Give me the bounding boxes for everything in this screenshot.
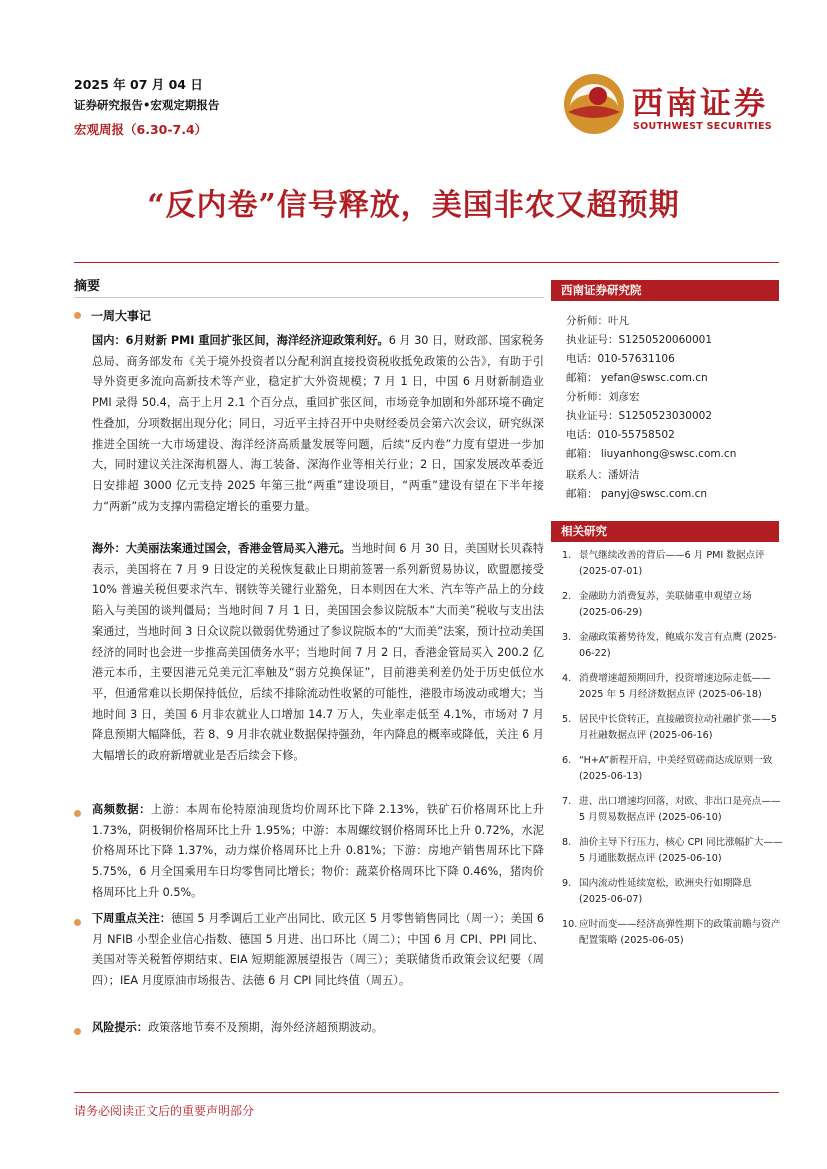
list-item[interactable]: 1. 景气继续改善的背后——6 月 PMI 数据点评 (2025-07-01)	[562, 550, 765, 577]
analyst-cert: 执业证号：S1250520060001	[566, 334, 713, 346]
domestic-lead: 国内：6月财新 PMI 重回扩张区间，海洋经济迎政策利好。	[92, 334, 389, 347]
analyst-card	[566, 312, 781, 388]
contact-email[interactable]: 邮箱： panyj@swsc.com.cn	[566, 488, 708, 500]
related-research-header: 相关研究	[551, 521, 779, 542]
abstract-label: 摘要	[74, 279, 101, 294]
high-frequency-body: 上游：本周布伦特原油现货均价周环比下降 2.13%，铁矿石价格周环比上升 1.73%，阴极铜价格周环比上升 1.95%；中游：本周螺纹钢价格周环比上升 0.72%，水泥价格周环比下降 1.37%，动力煤价格周环比上升 0.81%；下游：房地产销售周环比下降 5.75%，6 月全国乘用车日均零售同比增长；物价：蔬菜价格周环比下降 0.46%，猪肉价格周环比上升 0.5%。	[92, 803, 544, 899]
analyst-cert: 执业证号：S1250523030002	[566, 410, 713, 422]
related-research-list	[562, 548, 784, 958]
footer-divider	[74, 1092, 779, 1093]
risk-paragraph	[92, 1018, 544, 1039]
risk-body: 政策落地节奏不及预期，海外经济超预期波动。	[147, 1021, 383, 1034]
report-date: 2025 年 07 月 04 日	[74, 77, 203, 92]
analyst-email[interactable]: 邮箱： liuyanhong@swsc.com.cn	[566, 448, 737, 460]
overseas-lead: 海外：大美丽法案通过国会，香港金管局买入港元。	[92, 542, 351, 555]
list-item[interactable]: 10. 应时而变——经济高弹性期下的政策前瞻与资产配置策略 (2025-06-05)	[562, 919, 781, 946]
next-week-paragraph	[92, 909, 544, 992]
next-week-lead: 下周重点关注：	[92, 912, 172, 925]
list-item[interactable]: 3. 金融政策蓄势待发，鲍威尔发言有点鹰 (2025-06-22)	[562, 632, 777, 659]
page-title: “反内卷”信号释放，美国非农又超预期	[147, 188, 680, 223]
list-item[interactable]: 9. 国内流动性延续宽松，欧洲央行如期降息 (2025-06-07)	[562, 878, 752, 905]
report-subtitle: 宏观周报（6.30-7.4）	[74, 122, 208, 137]
domestic-paragraph	[92, 331, 544, 517]
logo-text-en: SOUTHWEST SECURITIES	[633, 121, 772, 132]
logo-emblem-icon	[562, 72, 626, 136]
list-item[interactable]: 8. 油价主导下行压力，核心 CPI 同比涨幅扩大——5 月通胀数据点评 (2025-06-10)	[562, 837, 783, 864]
institute-header: 西南证券研究院	[551, 280, 779, 301]
high-frequency-lead: 高频数据：	[92, 803, 151, 816]
title-divider	[74, 262, 779, 263]
analyst-card	[566, 388, 781, 464]
bullet-icon	[74, 312, 81, 319]
list-item[interactable]: 4. 消费增速超预期回升，投资增速边际走低——2025 年 5 月经济数据点评 (2025-06-18)	[562, 673, 771, 700]
list-item[interactable]: 2. 金融助力消费复苏，美联储重申观望立场 (2025-06-29)	[562, 591, 752, 618]
bullet-icon	[74, 1028, 81, 1035]
logo-text-cn: 西南证券	[632, 86, 768, 122]
footer-disclaimer: 请务必阅读正文后的重要声明部分	[74, 1104, 255, 1118]
risk-lead: 风险提示：	[92, 1021, 148, 1034]
analyst-phone: 电话：010-57631106	[566, 353, 675, 365]
contact-card	[566, 466, 781, 504]
report-category: 证券研究报告•宏观定期报告	[74, 98, 220, 112]
list-item[interactable]: 6. “H+A”新程开启，中美经贸磋商达成原则一致 (2025-06-13)	[562, 755, 773, 782]
analyst-email[interactable]: 邮箱： yefan@swsc.com.cn	[566, 372, 708, 384]
next-week-body: 德国 5 月季调后工业产出同比、欧元区 5 月零售销售同比（周一）；美国 6 月 NFIB 小型企业信心指数、德国 5 月进、出口环比（周二）；中国 6 月 CPI、PPI 同比、美国对等关税暂停期结束、EIA 短期能源展望报告（周三）；美联储货币政策会议纪要（周四）；IEA 月度原油市场报告、法德 6 月 CPI 同比终值（周五）。	[92, 912, 544, 988]
list-item[interactable]: 5. 居民中长贷转正，直接融资拉动社融扩张——5 月社融数据点评 (2025-06-16)	[562, 714, 777, 741]
company-logo	[562, 70, 772, 144]
section-heading-week-events: 一周大事记	[74, 305, 544, 324]
list-item[interactable]: 7. 进、出口增速均回落，对欧、非出口是亮点——5 月贸易数据点评 (2025-06-10)	[562, 796, 781, 823]
abstract-divider	[74, 297, 544, 298]
bullet-icon	[74, 810, 81, 817]
high-frequency-paragraph	[92, 800, 544, 904]
analyst-name: 分析师：刘彦宏	[566, 391, 640, 403]
overseas-body: 当地时间 6 月 30 日，美国财长贝森特表示，美国将在 7 月 9 日设定的关税恢复截止日期前签署一系列新贸易协议，欧盟愿接受 10% 普遍关税但要求汽车、钢铁等关键行业豁免，日本则因在大米、汽车等产品上的分歧陷入与美国的谈判僵局；当地时间 7 月 1 日，美国国会参议院版本“大而美”税收与支出法案通过，当地时间 3 日众议院以微弱优势通过了参议院版本的“大而美”法案，预计拉动美国经济的同时也会进一步推高美国债务水平；当地时间 7 月 2 日，香港金管局买入 200.2 亿港元本币，主要因港元兑美元汇率触及“弱方兑换保证”，目前港美利差仍处于历史低位水平，但通常难以长期保持低位，后续不排除流动性收紧的可能性，港股市场波动或增大；当地时间 3 日，美国 6 月非农就业人口增加 14.7 万人，失业率走低至 4.1%，市场对 7 月降息预期大幅降低，若 8、9 月非农就业数据保持强劲，年内降息的概率或降低，关注 6 月大幅增长的政府新增就业是否后续会下修。	[92, 542, 544, 763]
analyst-name: 分析师：叶凡	[566, 315, 629, 327]
contact-name: 联系人：潘妍洁	[566, 469, 640, 481]
domestic-body: 6 月 30 日，财政部、国家税务总局、商务部发布《关于境外投资者以分配利润直接投资税收抵免政策的公告》，有助于引导外资更多流向高新技术等产业，稳定扩大外资规模；7 月 1 日，中国 6 月财新制造业 PMI 录得 50.4，高于上月 2.1 个百分点，重回扩张区间，市场竞争加剧和外部环境不确定性叠加，分项数据出现分化；同日，习近平主持召开中央财经委员会第六次会议，研究纵深推进全国统一大市场建设、海洋经济高质量发展等问题，后续“反内卷”力度有望进一步加大，同时建议关注深海机器人、海工装备、深海作业等相关行业；2 日，国家发展改革委近日安排超 3000 亿元支持 2025 年第三批“两重”建设项目，“两重”建设有望在下半年接力“两新”成为支撑内需稳定增长的重要力量。	[92, 334, 544, 513]
bullet-icon	[74, 919, 81, 926]
overseas-paragraph	[92, 539, 544, 767]
analyst-phone: 电话：010-55758502	[566, 429, 675, 441]
